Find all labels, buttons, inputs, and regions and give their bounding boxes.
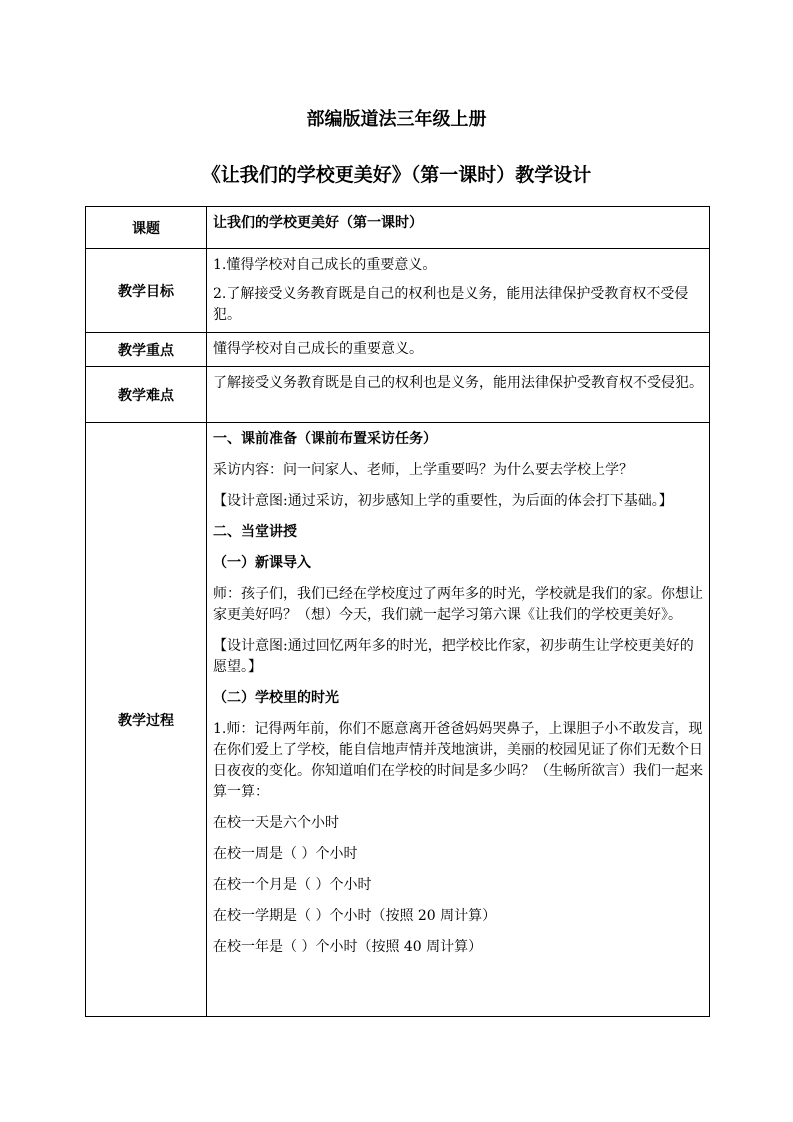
row-difficult <box>86 367 710 423</box>
design-intent-note: 【设计意图:通过回忆两年多的时光，把学校比作家，初步萌生让学校更美好的愿望。】 <box>213 638 694 675</box>
value-difficult <box>207 367 710 423</box>
calc-line: 在校一个月是（ ）个小时 <box>213 877 372 893</box>
subsection-heading-time: （二）学校里的时光 <box>213 690 339 706</box>
document-title: 部编版道法三年级上册 <box>306 109 487 130</box>
calc-line: 在校一学期是（ ）个小时（按照 20 周计算） <box>213 908 497 924</box>
calc-line: 在校一周是（ ）个小时 <box>213 846 358 862</box>
value-goals <box>207 249 710 333</box>
row-topic <box>86 207 710 249</box>
lesson-plan-table <box>85 206 710 1017</box>
row-key <box>86 333 710 367</box>
process-paragraph: 1.师：记得两年前，你们不愿意离开爸爸妈妈哭鼻子，上课胆子小不敢发言，现在你们爱上了学校，能自信地声情并茂地演讲，美丽的校园见证了你们无数个日日夜夜的变化。你知道咱们在学校的时间是多少吗？（生畅所欲言）我们一起来算一算： <box>213 721 703 800</box>
calc-line: 在校一天是六个小时 <box>213 815 339 831</box>
process-paragraph: 师：孩子们，我们已经在学校度过了两年多的时光，学校就是我们的家。你想让家更美好吗？（想）今天，我们就一起学习第六课《让我们的学校更美好》。 <box>213 586 703 623</box>
document-subtitle: 《让我们的学校更美好》（第一课时）教学设计 <box>201 164 592 186</box>
section-heading-teaching: 二、当堂讲授 <box>213 524 297 540</box>
design-intent-note: 【设计意图:通过采访，初步感知上学的重要性，为后面的体会打下基础。】 <box>213 493 673 509</box>
value-topic <box>207 207 710 249</box>
label-key: 教学重点 <box>86 333 207 367</box>
label-goals: 教学目标 <box>86 249 207 333</box>
label-process: 教学过程 <box>86 423 207 1017</box>
calc-line: 在校一年是（ ）个小时（按照 40 周计算） <box>213 939 483 955</box>
topic-text: 让我们的学校更美好（第一课时） <box>213 215 423 231</box>
process-paragraph: 采访内容：问一问家人、老师，上学重要吗？为什么要去学校上学？ <box>213 462 633 478</box>
key-text: 懂得学校对自己成长的重要意义。 <box>213 341 423 357</box>
value-key <box>207 333 710 367</box>
value-process <box>207 423 710 1017</box>
section-heading-prep: 一、课前准备（课前布置采访任务） <box>213 431 437 447</box>
label-difficult: 教学难点 <box>86 367 207 423</box>
row-process <box>86 423 710 1017</box>
row-goals <box>86 249 710 333</box>
subsection-heading-intro: （一）新课导入 <box>213 555 311 571</box>
goal-item-1: 1.懂得学校对自己成长的重要意义。 <box>213 257 437 273</box>
goal-item-2: 2.了解接受义务教育既是自己的权利也是义务，能用法律保护受教育权不受侵犯。 <box>213 286 689 323</box>
label-topic: 课题 <box>86 207 207 249</box>
difficult-text: 了解接受义务教育既是自己的权利也是义务，能用法律保护受教育权不受侵犯。 <box>213 375 703 391</box>
